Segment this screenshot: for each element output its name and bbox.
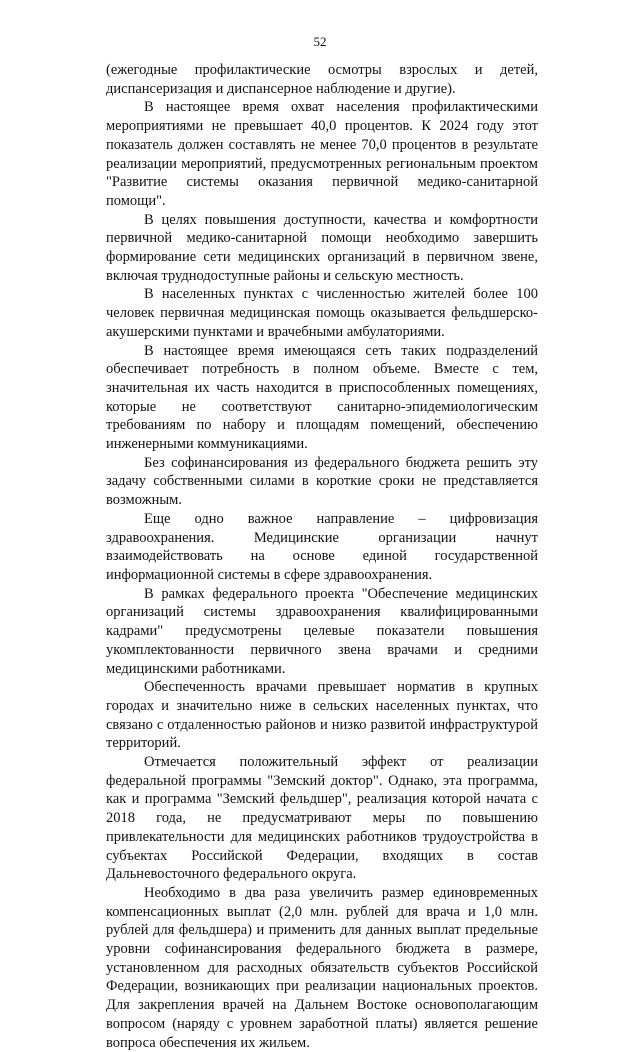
paragraph: В целях повышения доступности, качества и комфортности первичной медико-санитарной помощи необходимо завершить формирование сети медицинских организаций в первичном звене, включая труднодоступные районы и сельскую местность. <box>106 211 538 284</box>
paragraph: В рамках федерального проекта "Обеспечение медицинских организаций системы здравоохранения квалифицированными кадрами" предусмотрены целевые показатели повышения укомплектованности первичного звена врачами и средними медицинскими работниками. <box>106 585 538 677</box>
page-body <box>106 61 538 1052</box>
paragraph: Еще одно важное направление – цифровизация здравоохранения. Медицинские организации начнут взаимодействовать на основе единой государственной информационной системы в сфере здравоохранения. <box>106 510 538 583</box>
paragraph: Обеспеченность врачами превышает норматив в крупных городах и значительно ниже в сельских населенных пунктах, что связано с отдаленностью районов и низко развитой инфраструктурой территорий. <box>106 679 538 752</box>
paragraph: В настоящее время охват населения профилактическими мероприятиями не превышает 40,0 процентов. К 2024 году этот показатель должен составлять не менее 70,0 процентов в результате реализации мероприятий, предусмотренных региональным проектом "Развитие системы оказания первичной медико-санитарной помощи". <box>106 99 538 209</box>
paragraph: Без софинансирования из федерального бюджета решить эту задачу собственными силами в короткие сроки не представляется возможным. <box>106 454 538 509</box>
paragraph: В настоящее время имеющаяся сеть таких подразделений обеспечивает потребность в полном объеме. Вместе с тем, значительная их часть находится в приспособленных помещениях, которые не соответствуют санитарно-эпидемиологическим требованиям по набору и площадям помещений, обеспечению инженерными коммуникациями. <box>106 342 538 453</box>
paragraph: В населенных пунктах с численностью жителей более 100 человек первичная медицинская помощь оказывается фельдшерско-акушерскими пунктами и врачебными амбулаториями. <box>106 286 538 340</box>
paragraph: Необходимо в два раза увеличить размер единовременных компенсационных выплат (2,0 млн. рублей для врача и 1,0 млн. рублей для фельдшера) и применить для данных выплат предельные уровни софинансирования федерального бюджета в размере, установленном для расходных обязательств субъектов Российской Федерации, возникающих при реализации национальных проектов. Для закрепления врачей на Дальнем Востоке основополагающим вопросом (наряду с уровнем заработной платы) является решение вопроса обеспечения их жильем. <box>106 884 538 1051</box>
paragraph-continued: (ежегодные профилактические осмотры взрослых и детей, диспансеризация и диспансерное наблюдение и другие). <box>106 62 538 97</box>
paragraph: Отмечается положительный эффект от реализации федеральной программы "Земский доктор". Однако, эта программа, как и программа "Земский фельдшер", реализация которой начата с 2018 года, не предусматривают меры по повышению привлекательности для медицинских работников трудоустройства в субъектах Российской Федерации, входящих в состав Дальневосточного федерального округа. <box>106 754 538 883</box>
page-number: 52 <box>313 34 327 49</box>
